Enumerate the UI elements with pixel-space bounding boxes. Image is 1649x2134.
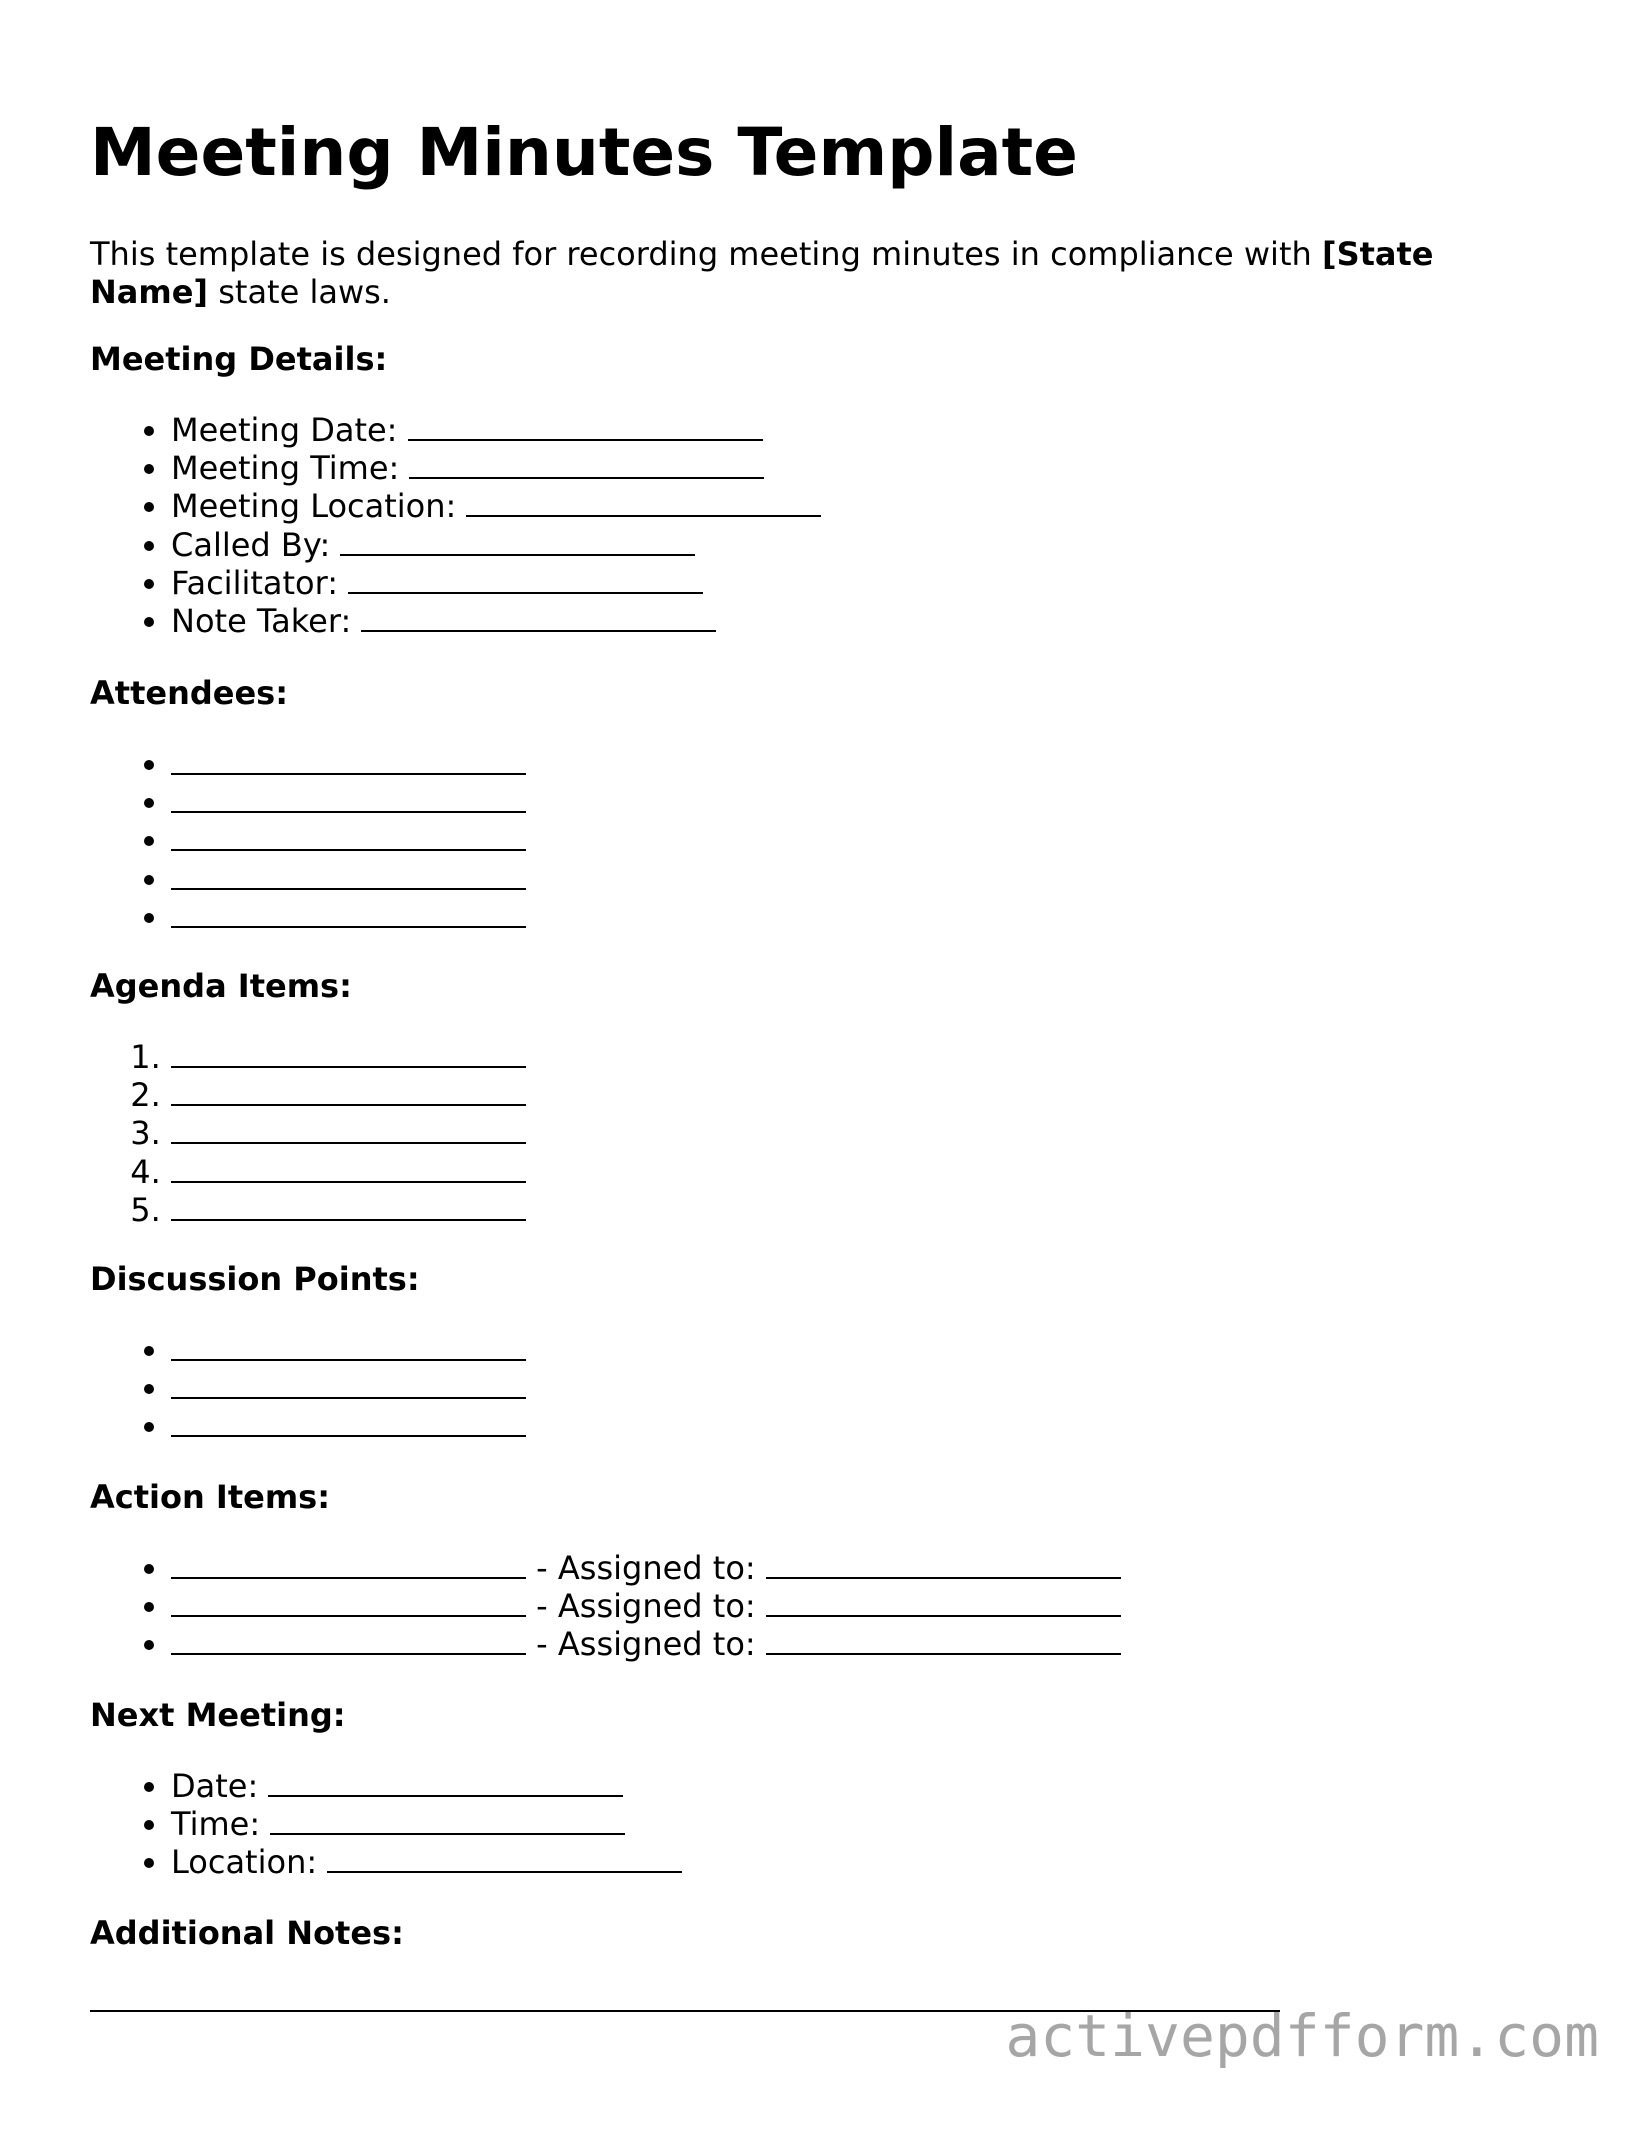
meeting-details-list (90, 411, 1490, 640)
next-meeting-section (90, 1696, 1490, 1882)
action-item-blank-1[interactable] (171, 1553, 526, 1579)
discussion-heading: Discussion Points: (90, 1260, 420, 1298)
list-item (171, 1767, 1490, 1805)
action-item-blank-3[interactable] (171, 1629, 526, 1655)
called-by-label: Called By: (171, 525, 341, 564)
assigned-to-label: - Assigned to: (526, 1625, 766, 1664)
agenda-blank-3[interactable] (171, 1118, 526, 1144)
action-items-section (90, 1478, 1490, 1664)
list-item (171, 411, 1490, 449)
list-item (171, 1369, 1490, 1407)
list-item (171, 1843, 1490, 1881)
next-time-label: Time: (171, 1805, 271, 1844)
action-item-blank-2[interactable] (171, 1591, 526, 1617)
list-item (171, 1625, 1490, 1663)
next-date-blank[interactable] (268, 1771, 623, 1797)
agenda-section (90, 967, 1490, 1229)
meeting-date-blank[interactable] (408, 415, 763, 441)
attendees-section (90, 674, 1490, 936)
discussion-blank-2[interactable] (171, 1373, 526, 1399)
note-taker-blank[interactable] (361, 606, 716, 632)
intro-state-placeholder: [State Name] (90, 235, 1434, 311)
list-item (171, 898, 1490, 936)
agenda-blank-2[interactable] (171, 1080, 526, 1106)
intro-text: This template is designed for recording meeting minutes in compliance with (90, 235, 1322, 273)
agenda-blank-5[interactable] (171, 1195, 526, 1221)
discussion-blank-3[interactable] (171, 1411, 526, 1437)
list-item (171, 602, 1490, 640)
attendee-blank-1[interactable] (171, 749, 526, 775)
list-item (171, 526, 1490, 564)
attendee-blank-4[interactable] (171, 864, 526, 890)
meeting-time-blank[interactable] (409, 453, 764, 479)
intro-text-end: state laws. (208, 273, 391, 311)
action-items-heading: Action Items: (90, 1478, 330, 1516)
list-item (171, 1038, 1490, 1076)
called-by-blank[interactable] (340, 530, 695, 556)
assigned-to-blank-3[interactable] (766, 1629, 1121, 1655)
assigned-to-label: - Assigned to: (526, 1587, 766, 1626)
discussion-blank-1[interactable] (171, 1335, 526, 1361)
list-item (171, 783, 1490, 821)
list-item (171, 449, 1490, 487)
intro-paragraph (90, 235, 1490, 311)
agenda-blank-4[interactable] (171, 1157, 526, 1183)
list-item (171, 1587, 1490, 1625)
attendees-heading: Attendees: (90, 674, 288, 712)
attendee-blank-3[interactable] (171, 825, 526, 851)
meeting-details-heading: Meeting Details: (90, 340, 388, 378)
meeting-location-label: Meeting Location: (171, 487, 467, 526)
list-item (171, 487, 1490, 525)
meeting-location-blank[interactable] (466, 491, 821, 517)
list-item (171, 1114, 1490, 1152)
list-item (171, 1191, 1490, 1229)
list-item (171, 1805, 1490, 1843)
agenda-blank-1[interactable] (171, 1042, 526, 1068)
next-time-blank[interactable] (270, 1809, 625, 1835)
attendee-blank-2[interactable] (171, 787, 526, 813)
attendees-list (90, 745, 1490, 936)
next-meeting-heading: Next Meeting: (90, 1696, 346, 1734)
discussion-list (90, 1331, 1490, 1446)
meeting-date-label: Meeting Date: (171, 411, 408, 449)
additional-notes-heading: Additional Notes: (90, 1914, 404, 1952)
assigned-to-blank-2[interactable] (766, 1591, 1121, 1617)
list-item (171, 1076, 1490, 1114)
list-item (171, 821, 1490, 859)
next-meeting-list (90, 1767, 1490, 1882)
note-taker-label: Note Taker: (171, 602, 362, 641)
next-date-label: Date: (171, 1767, 269, 1805)
facilitator-label: Facilitator: (171, 563, 349, 602)
attendee-blank-5[interactable] (171, 902, 526, 928)
additional-notes-section (90, 1914, 1490, 1952)
meeting-details-section (90, 340, 1490, 640)
meeting-time-label: Meeting Time: (171, 449, 410, 488)
next-location-blank[interactable] (327, 1847, 682, 1873)
agenda-heading: Agenda Items: (90, 967, 352, 1005)
assigned-to-blank-1[interactable] (766, 1553, 1121, 1579)
list-item (171, 1549, 1490, 1587)
assigned-to-label: - Assigned to: (526, 1549, 766, 1587)
list-item (171, 1407, 1490, 1445)
list-item (171, 860, 1490, 898)
page-title: Meeting Minutes Template (90, 114, 1078, 191)
list-item (171, 564, 1490, 602)
list-item (171, 1153, 1490, 1191)
action-items-list (90, 1549, 1490, 1664)
agenda-list (90, 1038, 1490, 1229)
facilitator-blank[interactable] (348, 568, 703, 594)
watermark: activepdfform.com (1005, 2002, 1599, 2070)
next-location-label: Location: (171, 1843, 328, 1882)
discussion-section (90, 1260, 1490, 1446)
list-item (171, 745, 1490, 783)
list-item (171, 1331, 1490, 1369)
